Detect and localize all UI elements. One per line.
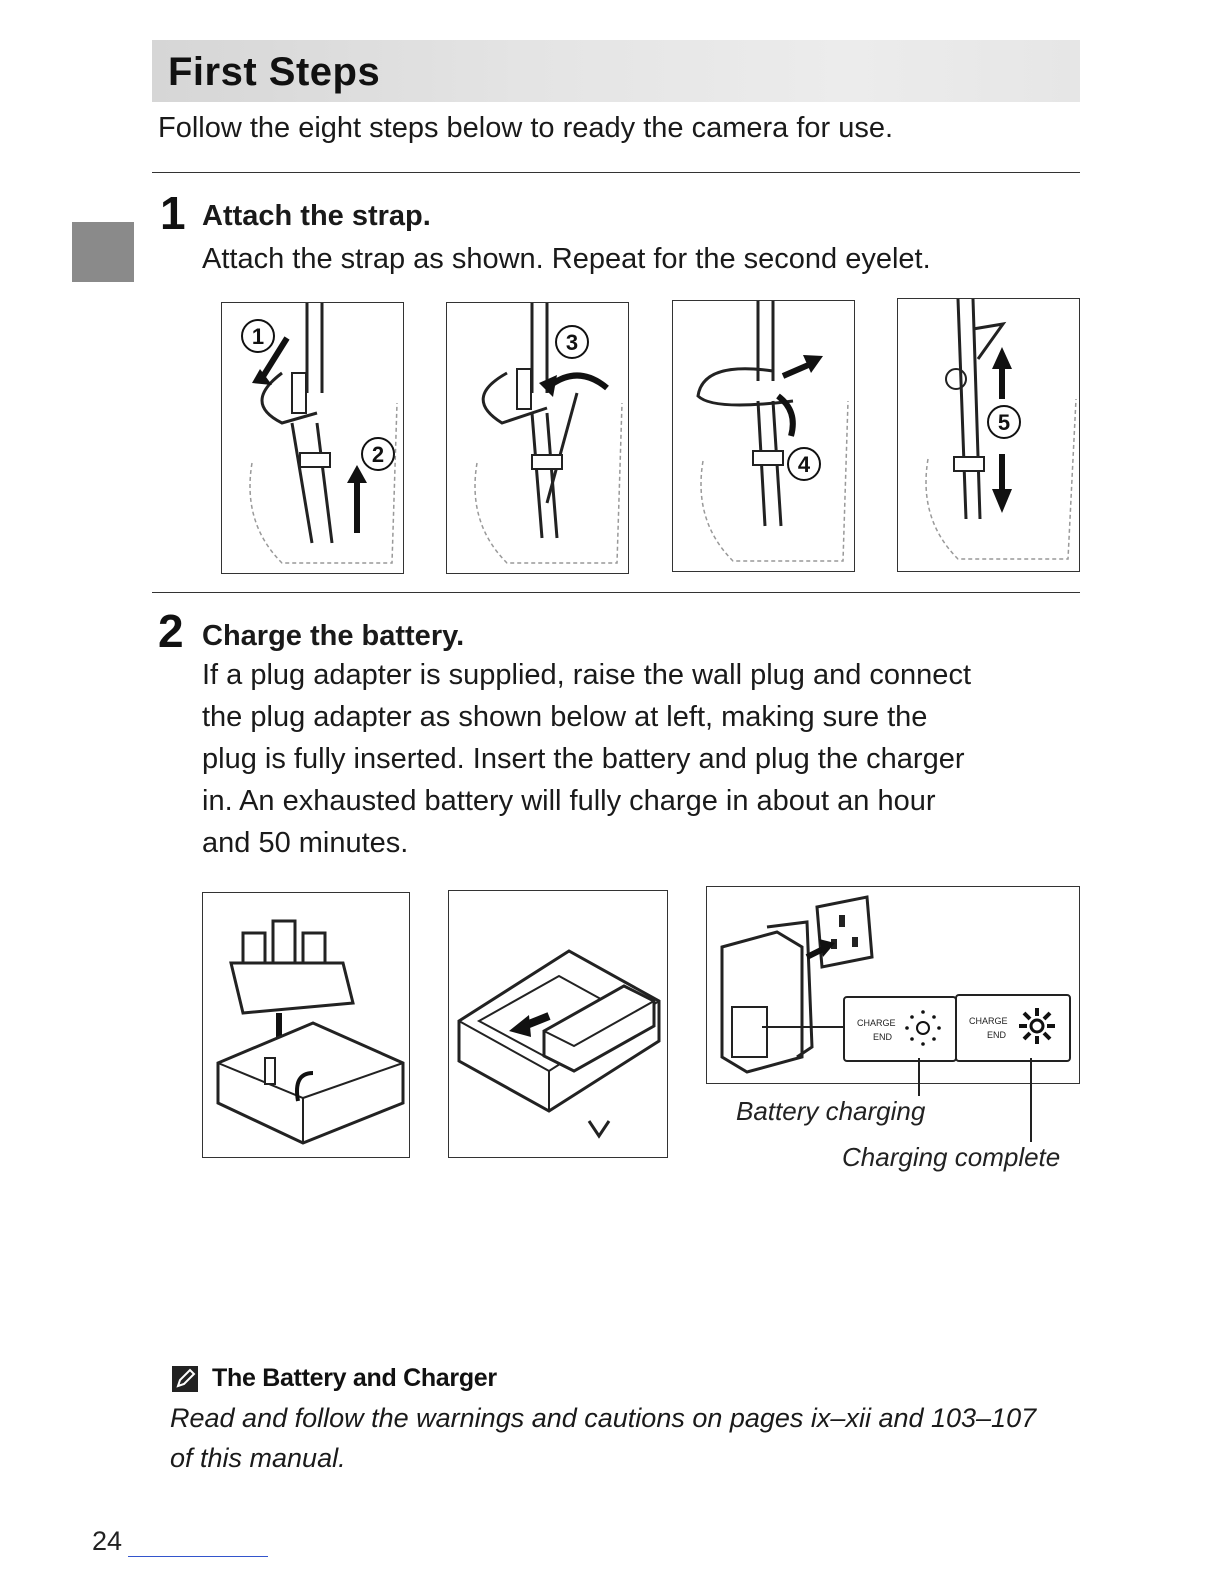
intro-text: Follow the eight steps below to ready the camera for use. (158, 112, 894, 144)
pencil-note-icon (172, 1366, 198, 1392)
step-1-number: 1 (160, 187, 186, 239)
step-2-line: and 50 minutes. (202, 827, 409, 859)
insert-battery-illustration (448, 890, 668, 1158)
callout-4 (786, 446, 822, 487)
svg-text:5: 5 (997, 410, 1011, 435)
plug-adapter-illustration (202, 892, 410, 1158)
step-2-line: plug is fully inserted. Insert the battery and plug the charger (202, 743, 965, 775)
page-number: 24 (92, 1526, 123, 1556)
steady-lamp-icon (1017, 1006, 1057, 1046)
note-line: of this manual. (170, 1443, 346, 1473)
callout-5 (986, 404, 1022, 445)
step-1-text: Attach the strap as shown. Repeat for the second eyelet. (202, 243, 931, 275)
leader-line-complete (1030, 1058, 1032, 1142)
page-number-underline (128, 1556, 268, 1557)
note-text (170, 1398, 1036, 1478)
step-2-line: the plug adapter as shown below at left, making sure the (202, 701, 928, 733)
end-label: END (873, 1032, 893, 1042)
step-divider (152, 592, 1080, 593)
strap-illustration-3 (672, 300, 855, 572)
chapter-tab-marker (72, 222, 134, 282)
callout-2 (360, 436, 396, 477)
svg-text:2: 2 (371, 442, 385, 467)
callout-3 (554, 324, 590, 365)
note-line: Read and follow the warnings and cautions on pages ix–xii and 103–107 (170, 1403, 1037, 1433)
section-divider (152, 172, 1080, 173)
step-2-line: in. An exhausted battery will fully charge in about an hour (202, 785, 936, 817)
end-label: END (987, 1030, 1007, 1040)
strap-illustration-2 (446, 302, 629, 574)
indicator-complete (955, 994, 1071, 1062)
blinking-lamp-icon (903, 1008, 943, 1048)
leader-line-charging (918, 1058, 920, 1096)
charge-label: CHARGE (857, 1018, 896, 1028)
step-1-title: Attach the strap. (202, 200, 431, 232)
step-2-title: Charge the battery. (202, 620, 465, 652)
step-2-text (202, 654, 971, 864)
svg-text:4: 4 (797, 452, 811, 477)
step-2-number: 2 (158, 605, 184, 657)
charge-label: CHARGE (969, 1016, 1008, 1026)
note-title: The Battery and Charger (212, 1364, 497, 1392)
step-2-line: If a plug adapter is supplied, raise the wall plug and connect (202, 659, 971, 691)
caption-battery-charging: Battery charging (736, 1096, 926, 1126)
indicator-charging (843, 996, 957, 1062)
page-title: First Steps (168, 50, 381, 94)
caption-charging-complete: Charging complete (842, 1142, 1061, 1172)
callout-1 (240, 318, 276, 359)
svg-text:3: 3 (565, 330, 579, 355)
svg-text:1: 1 (251, 324, 265, 349)
